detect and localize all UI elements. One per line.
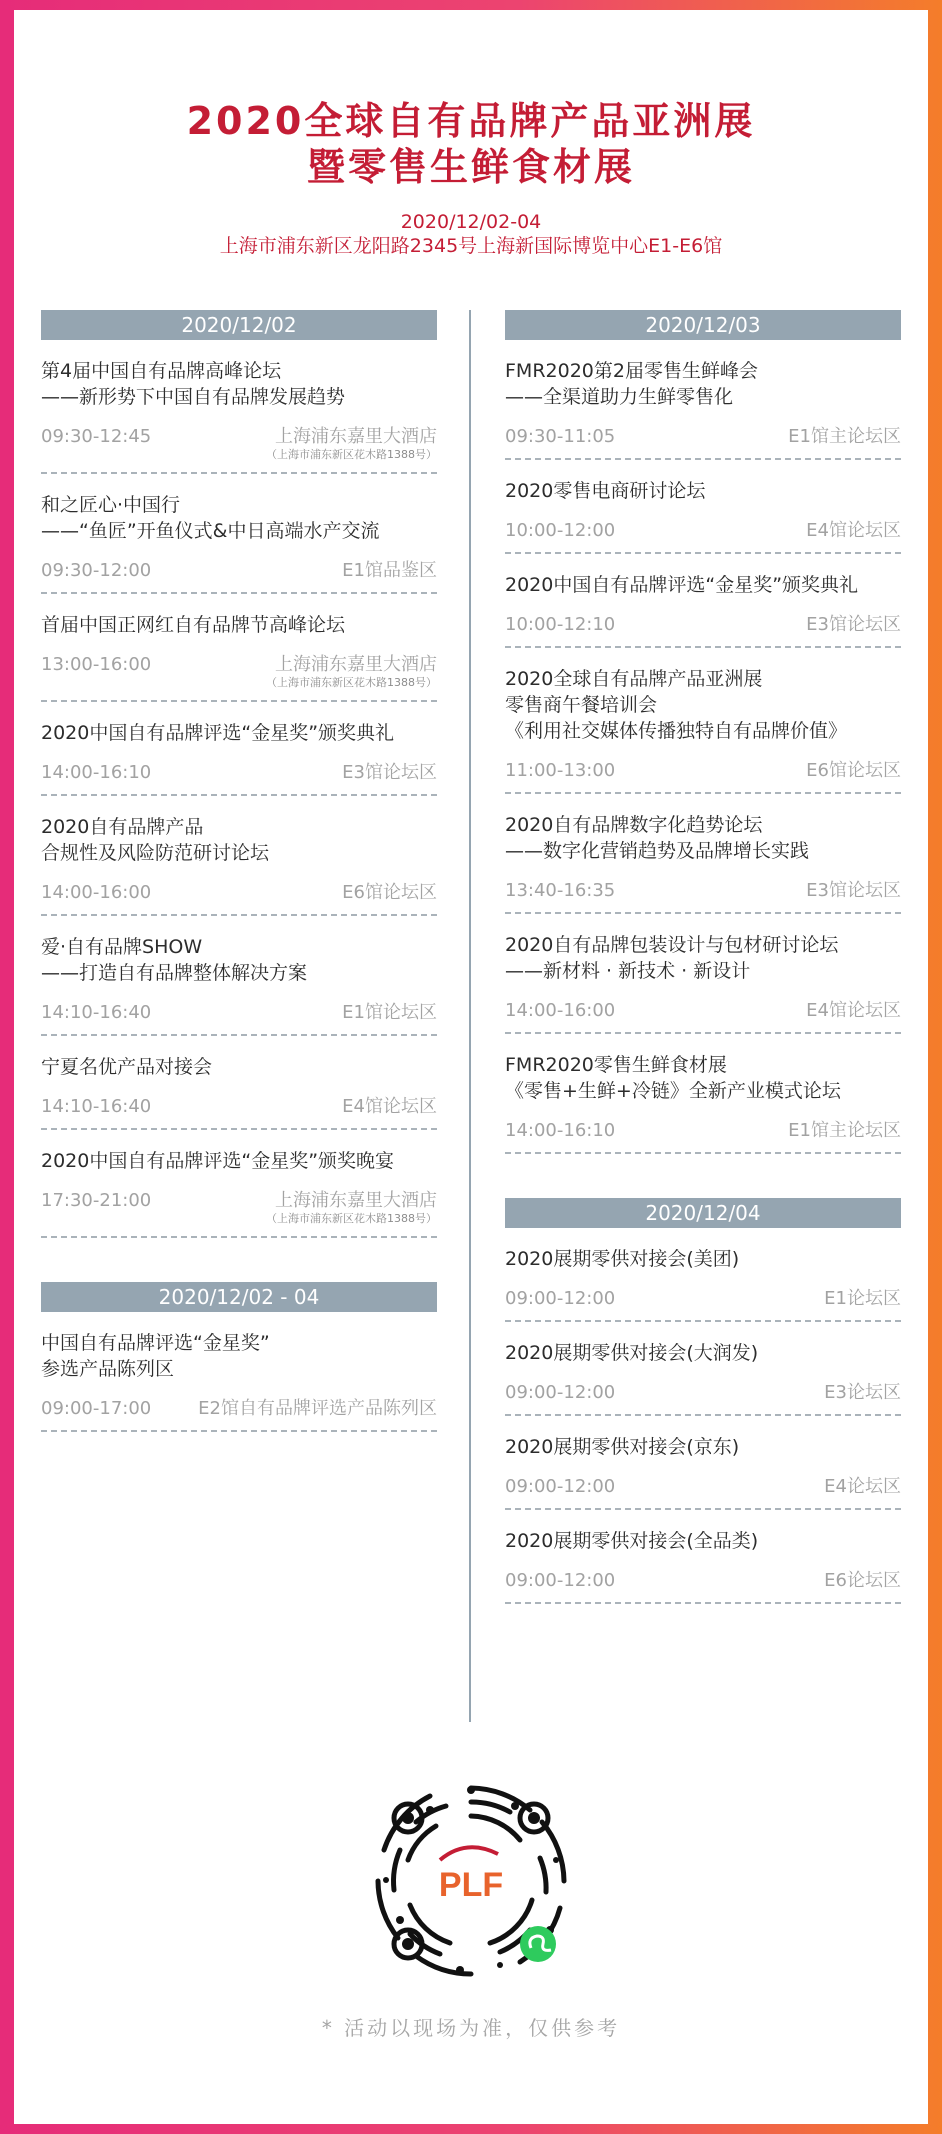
event-time: 09:30-12:00 bbox=[41, 560, 152, 581]
qr-code[interactable] bbox=[370, 1780, 572, 1982]
schedule-item bbox=[505, 1510, 901, 1604]
event-time: 11:00-13:00 bbox=[505, 760, 616, 781]
event-location bbox=[806, 760, 901, 782]
event-time: 10:00-12:00 bbox=[505, 520, 616, 541]
event-location-name: E4馆论坛区 bbox=[806, 520, 901, 541]
event-location bbox=[824, 1570, 901, 1592]
event-title-line: ——新材料 · 新技术 · 新设计 bbox=[505, 960, 751, 982]
event-meta bbox=[505, 1000, 901, 1022]
event-time: 14:00-16:10 bbox=[41, 762, 152, 783]
event-time: 09:00-12:00 bbox=[505, 1382, 616, 1403]
event-location bbox=[824, 1288, 901, 1310]
event-time: 09:00-12:00 bbox=[505, 1288, 616, 1309]
event-title-line: 2020零售电商研讨论坛 bbox=[505, 480, 706, 502]
schedule-item bbox=[505, 460, 901, 554]
event-title bbox=[505, 1340, 901, 1366]
schedule-list-1202 bbox=[41, 340, 437, 1238]
event-address: （上海市浦东新区花木路1388号） bbox=[266, 1212, 437, 1225]
day-header-1202-04: 2020/12/02 - 04 bbox=[41, 1282, 437, 1312]
event-location-name: 上海浦东嘉里大酒店 bbox=[275, 654, 437, 675]
event-date: 2020/12/02-04 bbox=[400, 211, 542, 233]
event-title-line: 2020中国自有品牌评选“金星奖”颁奖典礼 bbox=[505, 574, 859, 596]
event-time: 14:00-16:10 bbox=[505, 1120, 616, 1141]
event-meta bbox=[41, 1002, 437, 1024]
event-meta bbox=[41, 426, 437, 462]
event-location bbox=[342, 882, 437, 904]
event-title-line: 中国自有品牌评选“金星奖” bbox=[41, 1332, 270, 1354]
event-venue: 上海市浦东新区龙阳路2345号上海新国际博览中心E1-E6馆 bbox=[219, 235, 723, 257]
event-meta bbox=[505, 1382, 901, 1404]
schedule-item bbox=[41, 594, 437, 702]
event-location bbox=[806, 1000, 901, 1022]
event-title bbox=[41, 492, 437, 544]
schedule-item bbox=[41, 702, 437, 796]
event-address: （上海市浦东新区花木路1388号） bbox=[266, 448, 437, 461]
event-title-line: FMR2020零售生鲜食材展 bbox=[505, 1054, 727, 1076]
event-time: 17:30-21:00 bbox=[41, 1190, 152, 1211]
event-title bbox=[41, 358, 437, 410]
footer-note: * 活动以现场为准，仅供参考 bbox=[321, 2016, 621, 2040]
left-column bbox=[41, 310, 437, 1432]
event-location bbox=[198, 1398, 437, 1420]
event-location bbox=[806, 880, 901, 902]
event-title-line: 2020中国自有品牌评选“金星奖”颁奖典礼 bbox=[41, 722, 395, 744]
event-location-name: E1馆品鉴区 bbox=[342, 560, 437, 581]
event-title-line: 2020展期零供对接会(京东) bbox=[505, 1436, 740, 1458]
event-location-name: E4论坛区 bbox=[824, 1476, 901, 1497]
event-location bbox=[824, 1476, 901, 1498]
right-column bbox=[505, 310, 901, 1604]
event-title bbox=[505, 572, 901, 598]
event-location bbox=[788, 426, 901, 448]
schedule-list-1203 bbox=[505, 340, 901, 1154]
schedule-item bbox=[41, 1312, 437, 1432]
event-info bbox=[14, 210, 928, 258]
schedule-item bbox=[505, 1416, 901, 1510]
event-title-line: ——数字化营销趋势及品牌增长实践 bbox=[505, 840, 810, 862]
event-meta bbox=[505, 614, 901, 636]
event-location bbox=[806, 520, 901, 542]
schedule-item bbox=[505, 1228, 901, 1322]
event-meta bbox=[41, 654, 437, 690]
event-location bbox=[788, 1120, 901, 1142]
event-title bbox=[505, 478, 901, 504]
event-title-line: 《利用社交媒体传播独特自有品牌价值》 bbox=[505, 720, 848, 742]
schedule-item bbox=[41, 1036, 437, 1130]
schedule-item bbox=[41, 474, 437, 594]
schedule-item bbox=[505, 1034, 901, 1154]
event-meta bbox=[41, 1096, 437, 1118]
event-meta bbox=[505, 1476, 901, 1498]
event-title-line: 2020中国自有品牌评选“金星奖”颁奖晚宴 bbox=[41, 1150, 395, 1172]
event-time: 09:00-12:00 bbox=[505, 1570, 616, 1591]
event-title bbox=[505, 666, 901, 744]
event-title-line: 2020展期零供对接会(全品类) bbox=[505, 1530, 759, 1552]
event-location-name: E6馆论坛区 bbox=[342, 882, 437, 903]
event-time: 14:00-16:00 bbox=[505, 1000, 616, 1021]
event-meta bbox=[505, 1288, 901, 1310]
event-address: （上海市浦东新区花木路1388号） bbox=[266, 676, 437, 689]
event-meta bbox=[41, 1398, 437, 1420]
schedule-item bbox=[505, 554, 901, 648]
event-title bbox=[41, 1148, 437, 1174]
event-time: 10:00-12:10 bbox=[505, 614, 616, 635]
column-divider bbox=[469, 310, 471, 1722]
event-location bbox=[806, 614, 901, 636]
event-title bbox=[41, 720, 437, 746]
event-location bbox=[342, 1096, 437, 1118]
event-title-line: 宁夏名优产品对接会 bbox=[41, 1056, 213, 1078]
poster-card bbox=[14, 10, 928, 2124]
event-title-line: 首届中国正网红自有品牌节高峰论坛 bbox=[41, 614, 346, 636]
event-title bbox=[41, 1330, 437, 1382]
event-time: 09:30-12:45 bbox=[41, 426, 152, 447]
plf-logo: PLF bbox=[438, 1866, 504, 1904]
event-location-name: 上海浦东嘉里大酒店 bbox=[275, 1190, 437, 1211]
event-time: 09:00-12:00 bbox=[505, 1476, 616, 1497]
event-title-line: 2020自有品牌包装设计与包材研讨论坛 bbox=[505, 934, 839, 956]
event-title-line: ——新形势下中国自有品牌发展趋势 bbox=[41, 386, 346, 408]
event-location-name: E3馆论坛区 bbox=[342, 762, 437, 783]
event-location-name: E3馆论坛区 bbox=[806, 880, 901, 901]
day-header-1204: 2020/12/04 bbox=[505, 1198, 901, 1228]
event-meta bbox=[505, 1120, 901, 1142]
schedule-item bbox=[41, 916, 437, 1036]
event-time: 14:10-16:40 bbox=[41, 1002, 152, 1023]
event-title-line: 2020展期零供对接会(大润发) bbox=[505, 1342, 759, 1364]
schedule-list-1202-04 bbox=[41, 1312, 437, 1432]
event-location-name: E1馆主论坛区 bbox=[788, 1120, 901, 1141]
event-location bbox=[266, 654, 437, 690]
event-time: 09:30-11:05 bbox=[505, 426, 616, 447]
event-location bbox=[266, 426, 437, 462]
event-title bbox=[505, 1528, 901, 1554]
event-title bbox=[505, 1434, 901, 1460]
event-title bbox=[505, 932, 901, 984]
event-title-line: 2020全球自有品牌产品亚洲展 bbox=[505, 668, 763, 690]
event-location bbox=[342, 762, 437, 784]
event-time: 09:00-17:00 bbox=[41, 1398, 152, 1419]
event-title-line: 第4届中国自有品牌高峰论坛 bbox=[41, 360, 282, 382]
event-time: 14:00-16:00 bbox=[41, 882, 152, 903]
event-meta bbox=[41, 762, 437, 784]
event-time: 14:10-16:40 bbox=[41, 1096, 152, 1117]
schedule-item bbox=[505, 794, 901, 914]
schedule-item bbox=[41, 1130, 437, 1238]
event-title-line: 和之匠心·中国行 bbox=[41, 494, 181, 516]
event-title-line: 2020自有品牌数字化趋势论坛 bbox=[505, 814, 763, 836]
event-title bbox=[505, 812, 901, 864]
event-location-name: E1论坛区 bbox=[824, 1288, 901, 1309]
event-title bbox=[41, 1054, 437, 1080]
event-title-line: 参选产品陈列区 bbox=[41, 1358, 175, 1380]
event-location-name: E1馆主论坛区 bbox=[788, 426, 901, 447]
schedule-item bbox=[505, 1322, 901, 1416]
page-title bbox=[14, 98, 928, 190]
event-time: 13:00-16:00 bbox=[41, 654, 152, 675]
event-title-line: 爱·自有品牌SHOW bbox=[41, 936, 203, 958]
event-location bbox=[342, 560, 437, 582]
event-title bbox=[41, 814, 437, 866]
event-title-line: ——全渠道助力生鲜零售化 bbox=[505, 386, 734, 408]
event-title-line: 《零售+生鲜+冷链》全新产业模式论坛 bbox=[505, 1080, 841, 1102]
event-meta bbox=[41, 1190, 437, 1226]
event-title bbox=[505, 1052, 901, 1104]
title-line-1: 2020全球自有品牌产品亚洲展 bbox=[186, 99, 756, 143]
schedule-item bbox=[41, 796, 437, 916]
event-meta bbox=[41, 560, 437, 582]
event-title-line: 合规性及风险防范研讨论坛 bbox=[41, 842, 270, 864]
schedule-item bbox=[505, 340, 901, 460]
schedule-item bbox=[41, 340, 437, 474]
event-location-name: E4馆论坛区 bbox=[806, 1000, 901, 1021]
event-title-line: ——打造自有品牌整体解决方案 bbox=[41, 962, 308, 984]
event-location bbox=[824, 1382, 901, 1404]
event-location-name: E6论坛区 bbox=[824, 1570, 901, 1591]
event-meta bbox=[505, 1570, 901, 1592]
schedule-item bbox=[505, 648, 901, 794]
event-location-name: 上海浦东嘉里大酒店 bbox=[275, 426, 437, 447]
event-meta bbox=[505, 760, 901, 782]
event-title-line: 零售商午餐培训会 bbox=[505, 694, 658, 716]
event-meta bbox=[41, 882, 437, 904]
event-title-line: ——“鱼匠”开鱼仪式&中日高端水产交流 bbox=[41, 520, 380, 542]
event-meta bbox=[505, 880, 901, 902]
title-line-2: 暨零售生鲜食材展 bbox=[306, 145, 635, 189]
event-location-name: E2馆自有品牌评选产品陈列区 bbox=[198, 1398, 437, 1419]
event-title bbox=[41, 934, 437, 986]
event-location-name: E3馆论坛区 bbox=[806, 614, 901, 635]
event-title bbox=[41, 612, 437, 638]
event-meta bbox=[505, 520, 901, 542]
mini-program-icon bbox=[520, 1926, 556, 1962]
event-location-name: E3论坛区 bbox=[824, 1382, 901, 1403]
event-title bbox=[505, 1246, 901, 1272]
event-location-name: E6馆论坛区 bbox=[806, 760, 901, 781]
event-title bbox=[505, 358, 901, 410]
event-location bbox=[266, 1190, 437, 1226]
event-meta bbox=[505, 426, 901, 448]
event-title-line: 2020自有品牌产品 bbox=[41, 816, 204, 838]
event-title-line: FMR2020第2届零售生鲜峰会 bbox=[505, 360, 758, 382]
event-location bbox=[342, 1002, 437, 1024]
day-header-1203: 2020/12/03 bbox=[505, 310, 901, 340]
schedule-item bbox=[505, 914, 901, 1034]
event-title-line: 2020展期零供对接会(美团) bbox=[505, 1248, 740, 1270]
schedule-list-1204 bbox=[505, 1228, 901, 1604]
day-header-1202: 2020/12/02 bbox=[41, 310, 437, 340]
event-location-name: E4馆论坛区 bbox=[342, 1096, 437, 1117]
event-location-name: E1馆论坛区 bbox=[342, 1002, 437, 1023]
event-time: 13:40-16:35 bbox=[505, 880, 616, 901]
